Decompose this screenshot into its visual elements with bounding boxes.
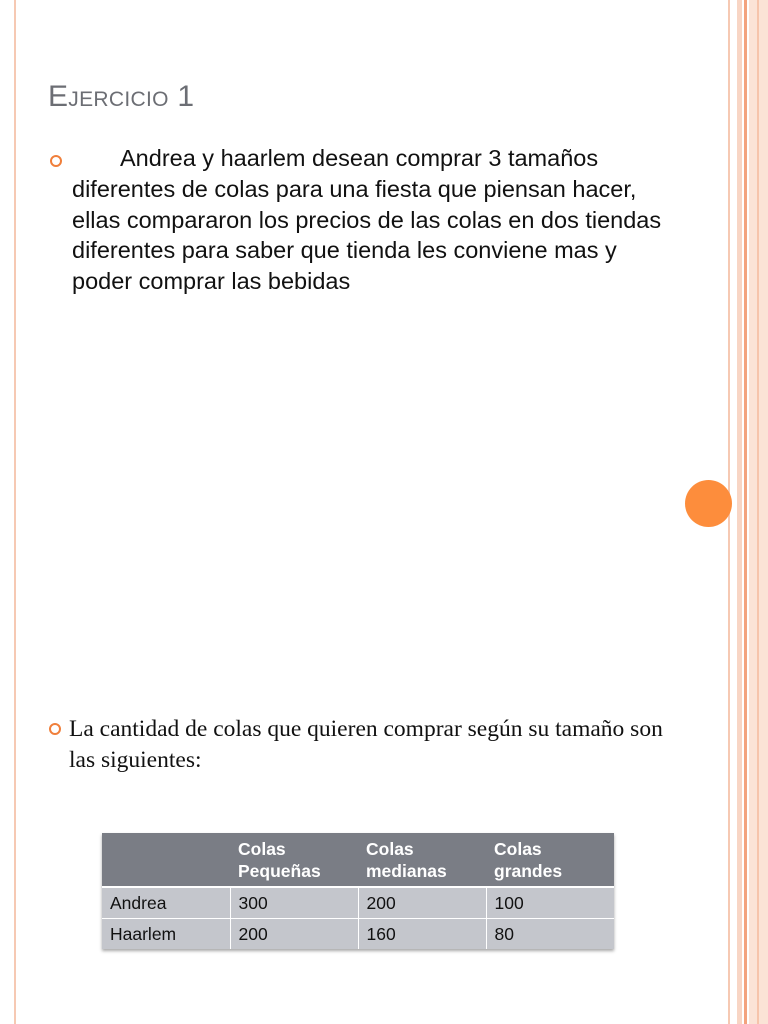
left-frame-line [14,0,16,1024]
header-line: Colas [238,839,286,859]
orange-circle-decoration [685,480,732,527]
table-cell: Haarlem [102,918,230,949]
right-decor-stripe [737,0,742,1024]
header-line: grandes [494,861,563,881]
table-cell: Andrea [102,887,230,918]
right-decor-stripe [757,0,759,1024]
table-row [102,887,614,918]
bullet-paragraph-intro: Andrea y haarlem desean comprar 3 tamaños diferentes de colas para una fiesta que piensan hacer, ellas compararon los precios de las colas en dos tiendas diferentes para saber que tienda les conviene mas y poder comprar las bebidas [72,145,662,295]
table-cell: 80 [486,918,614,949]
slide-title: Ejercicio 1 [48,80,195,113]
header-line: Colas [366,839,414,859]
right-decor-stripe [744,0,747,1024]
table-row [102,918,614,949]
circle-bullet-icon [49,723,61,735]
table-header-cell [230,833,358,887]
bullet-paragraph-quantities: La cantidad de colas que quieren comprar según su tamaño son las siguientes: [69,716,663,773]
table-header-row [102,833,614,887]
header-line: Colas [494,839,542,859]
quantities-table [102,833,614,949]
table-header-cell [486,833,614,887]
table-cell: 300 [230,887,358,918]
header-line: medianas [366,861,447,881]
header-line: Pequeñas [238,861,321,881]
table-cell: 100 [486,887,614,918]
circle-bullet-icon [50,155,62,167]
table-cell: 200 [358,887,486,918]
table-cell: 160 [358,918,486,949]
table-header-cell [102,833,230,887]
table-cell: 200 [230,918,358,949]
table-header-cell [358,833,486,887]
